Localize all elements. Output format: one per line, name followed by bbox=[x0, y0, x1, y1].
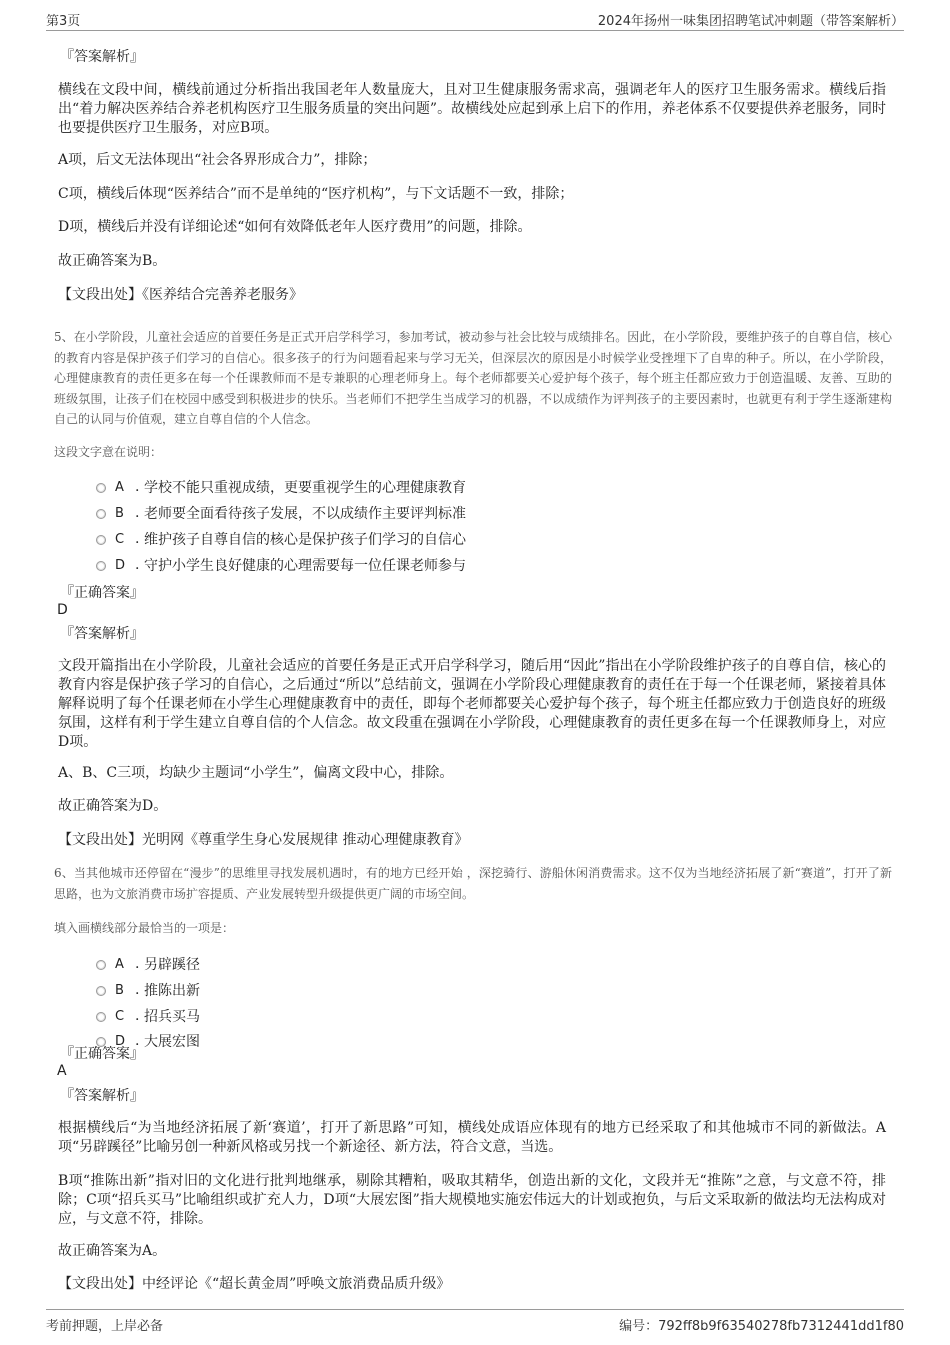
footer-code: 编号：792ff8b9f63540278fb7312441dd1f80 bbox=[619, 1319, 904, 1334]
q5-option-d[interactable] bbox=[96, 555, 466, 575]
option-letter: A bbox=[115, 479, 124, 495]
radio-icon[interactable] bbox=[96, 561, 106, 571]
footer-divider bbox=[46, 1309, 904, 1310]
option-text: 大展宏图 bbox=[144, 1034, 200, 1050]
option-dot: . bbox=[135, 982, 140, 998]
q4-analysis-paragraph: C项，横线后体现“医养结合”而不是单纯的“医疗机构”，与下文话题不一致，排除； bbox=[58, 186, 574, 202]
q6-source: 【文段出处】中经评论《“超长黄金周”呼唤文旅消费品质升级》 bbox=[58, 1276, 451, 1292]
q4-analysis-paragraph: D项，横线后并没有详细论述“如何有效降低老年人医疗费用”的问题，排除。 bbox=[58, 219, 532, 235]
option-text: 维护孩子自尊自信的核心是保护孩子们学习的自信心 bbox=[144, 532, 466, 548]
option-letter: D bbox=[115, 1033, 126, 1049]
radio-icon[interactable] bbox=[96, 986, 106, 996]
header-divider bbox=[46, 30, 904, 31]
option-text: 守护小学生良好健康的心理需要每一位任课老师参与 bbox=[144, 558, 466, 574]
q5-source: 【文段出处】光明网《尊重学生身心发展规律 推动心理健康教育》 bbox=[58, 832, 469, 848]
option-letter: C bbox=[115, 1008, 125, 1024]
option-text: 推陈出新 bbox=[144, 983, 200, 999]
option-dot: . bbox=[135, 479, 140, 495]
q6-analysis-label: 『答案解析』 bbox=[60, 1088, 144, 1104]
page-number: 第3页 bbox=[46, 14, 81, 29]
option-letter: B bbox=[115, 505, 124, 521]
q6-answer-conclusion: 故正确答案为A。 bbox=[58, 1243, 167, 1259]
q5-prompt: 这段文字意在说明： bbox=[54, 445, 163, 459]
q6-correct-answer: A bbox=[57, 1063, 67, 1079]
q6-analysis-paragraph: B项“推陈出新”指对旧的文化进行批判地继承，剔除其糟粕，吸取其精华，创造出新的文化，文段并无“推陈”之意，与文意不符，排除；C项“招兵买马”比喻组织或扩充人力，D项“大展宏图”指大规模地实施宏伟远大的计划或抱负，与后文采取新的做法均无法构成对应，与文意不符，排除。 bbox=[58, 1173, 886, 1227]
option-letter: D bbox=[115, 557, 126, 573]
option-text: 招兵买马 bbox=[144, 1009, 200, 1025]
q4-analysis-label: 『答案解析』 bbox=[60, 49, 144, 65]
option-dot: . bbox=[135, 531, 140, 547]
q5-analysis-label: 『答案解析』 bbox=[60, 626, 144, 642]
option-dot: . bbox=[135, 1033, 140, 1049]
q5-answer-conclusion: 故正确答案为D。 bbox=[58, 798, 168, 814]
q6-correct-label: 『正确答案』 bbox=[60, 1046, 144, 1062]
q6-prompt: 填入画横线部分最恰当的一项是： bbox=[54, 921, 235, 935]
q4-answer-conclusion: 故正确答案为B。 bbox=[58, 253, 167, 269]
q4-analysis-paragraph: A项，后文无法体现出“社会各界形成合力”，排除； bbox=[58, 152, 377, 168]
q6-option-c[interactable] bbox=[96, 1006, 200, 1026]
option-text: 学校不能只重视成绩，更要重视学生的心理健康教育 bbox=[144, 480, 466, 496]
q6-option-a[interactable] bbox=[96, 954, 200, 974]
option-dot: . bbox=[135, 956, 140, 972]
q5-option-a[interactable] bbox=[96, 477, 466, 497]
q4-source: 【文段出处】《医养结合完善养老服务》 bbox=[58, 287, 303, 303]
option-letter: C bbox=[115, 531, 125, 547]
radio-icon[interactable] bbox=[96, 960, 106, 970]
option-letter: A bbox=[115, 956, 124, 972]
radio-icon[interactable] bbox=[96, 509, 106, 519]
option-letter: B bbox=[115, 982, 124, 998]
radio-icon[interactable] bbox=[96, 1012, 106, 1022]
document-title: 2024年扬州一味集团招聘笔试冲刺题（带答案解析） bbox=[597, 14, 904, 29]
option-text: 另辟蹊径 bbox=[144, 957, 200, 973]
q5-correct-label: 『正确答案』 bbox=[60, 585, 144, 601]
q6-analysis-paragraph: 根据横线后“为当地经济拓展了新‘赛道’，打开了新思路”可知，横线处成语应体现有的地方已经采取了和其他城市不同的新做法。A项“另辟蹊径”比喻另创一种新风格或另找一个新途径、新方法，符合文意，当选。 bbox=[58, 1120, 886, 1155]
q5-correct-answer: D bbox=[57, 602, 68, 618]
option-dot: . bbox=[135, 505, 140, 521]
q5-option-b[interactable] bbox=[96, 503, 466, 523]
radio-icon[interactable] bbox=[96, 535, 106, 545]
q5-question-text: 5、在小学阶段，儿童社会适应的首要任务是正式开启学科学习，参加考试，被动参与社会比较与成绩排名。因此，在小学阶段，要维护孩子的自尊自信，核心的教育内容是保护孩子们学习的自信心。很多孩子的行为问题看起来与学习无关，但深层次的原因是小时候学业受挫埋下了自卑的种子。所以，在小学阶段，心理健康教育的责任更多在每一个任课教师而不是专兼职的心理老师身上。每个老师都要关心爱护每个孩子，每个班主任都应致力于创造温暖、友善、互助的班级氛围，让孩子们在校园中感受到积极进步的快乐。当老师们不把学生当成学习的机器，不以成绩作为评判孩子的主要因素时，也就更有利于学生逐渐建构自己的认同与价值观，建立自尊自信的个人信念。 bbox=[54, 330, 892, 426]
q5-option-c[interactable] bbox=[96, 529, 466, 549]
q4-analysis-paragraph: 横线在文段中间，横线前通过分析指出我国老年人数量庞大，且对卫生健康服务需求高，强调老年人的医疗卫生服务需求。横线后指出“着力解决医养结合养老机构医疗卫生服务质量的突出问题”。故横线处应起到承上启下的作用，养老体系不仅要提供养老服务，同时也要提供医疗卫生服务，对应B项。 bbox=[58, 82, 886, 136]
q6-question-text: 6、当其他城市还停留在“漫步”的思维里寻找发展机遇时，有的地方已经开始 ，深挖骑行、游船休闲消费需求。这不仅为当地经济拓展了新“赛道”，打开了新思路，也为文旅消费市场扩容提质、产业发展转型升级提供更广阔的市场空间。 bbox=[54, 866, 892, 901]
footer-slogan: 考前押题，上岸必备 bbox=[46, 1319, 164, 1334]
radio-icon[interactable] bbox=[96, 483, 106, 493]
option-dot: . bbox=[135, 557, 140, 573]
option-dot: . bbox=[135, 1008, 140, 1024]
q5-analysis-paragraph: 文段开篇指出在小学阶段，儿童社会适应的首要任务是正式开启学科学习，随后用“因此”指出在小学阶段维护孩子的自尊自信，核心的教育内容是保护孩子学习的自信心，之后通过“所以”总结前文，强调在小学阶段心理健康教育的责任在于每一个任课老师，紧接着具体解释说明了每个任课老师在小学生心理健康教育中的责任，即每个老师都要关心爱护每个孩子，每个班主任都应致力于创造良好的班级氛围，这样有利于学生建立自尊自信的个人信念。故文段重在强调在小学阶段，心理健康教育的责任更多在每一个任课教师身上，对应D项。 bbox=[58, 658, 886, 750]
q6-option-b[interactable] bbox=[96, 980, 200, 1000]
q5-analysis-paragraph: A、B、C三项，均缺少主题词“小学生”，偏离文段中心，排除。 bbox=[58, 765, 454, 781]
option-text: 老师要全面看待孩子发展，不以成绩作主要评判标准 bbox=[144, 506, 466, 522]
